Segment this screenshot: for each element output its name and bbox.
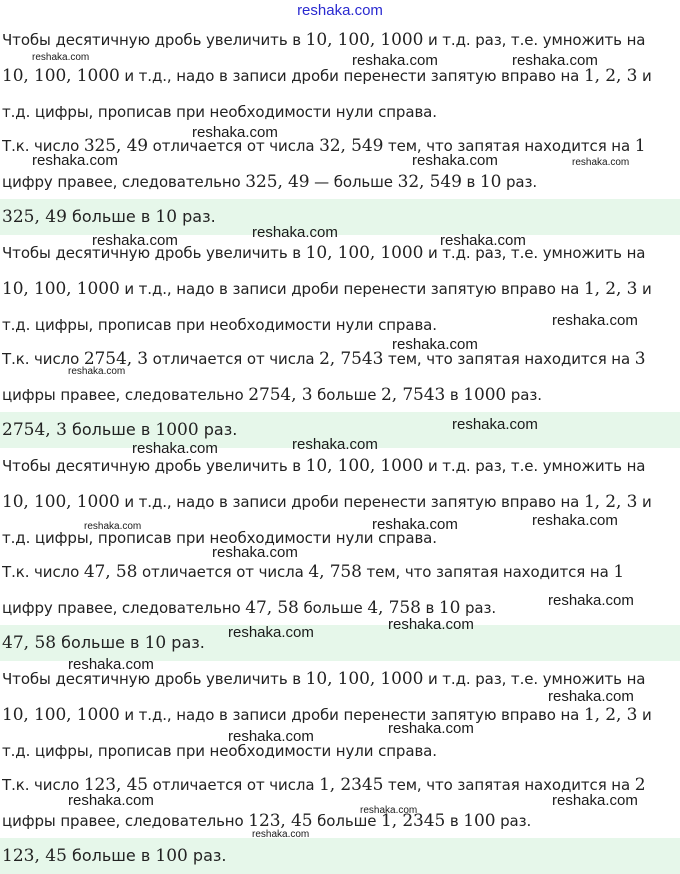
explanation-line: 10, 100, 1000 и т.д., надо в записи дроби перенести запятую вправо на 1, 2, 3 и (2, 279, 652, 299)
watermark: reshaka.com (32, 152, 118, 169)
watermark: reshaka.com (372, 516, 458, 533)
explanation-line: 10, 100, 1000 и т.д., надо в записи дроби перенести запятую вправо на 1, 2, 3 и (2, 66, 652, 86)
watermark: reshaka.com (68, 366, 126, 377)
watermark: reshaka.com (548, 688, 634, 705)
watermark: reshaka.com (132, 440, 218, 457)
watermark: reshaka.com (388, 720, 474, 737)
watermark: reshaka.com (252, 224, 338, 241)
explanation-line: т.д. цифры, прописав при необходимости нули справа. (2, 529, 437, 547)
explanation-line: Чтобы десятичную дробь увеличить в 10, 100, 1000 и т.д. раз, т.е. умножить на (2, 243, 646, 263)
watermark: reshaka.com (252, 829, 310, 840)
answer-line: 47, 58 больше в 10 раз. (0, 625, 680, 661)
explanation-line: Т.к. число 325, 49 отличается от числа 32, 549 тем, что запятая находится на 1 (2, 136, 646, 156)
answer-line: 2754, 3 больше в 1000 раз. (0, 412, 680, 448)
explanation-line: Т.к. число 47, 58 отличается от числа 4, 758 тем, что запятая находится на 1 (2, 562, 625, 582)
watermark: reshaka.com (392, 336, 478, 353)
explanation-line: цифры правее, следовательно 2754, 3 больше 2, 7543 в 1000 раз. (2, 385, 542, 405)
watermark: reshaka.com (84, 521, 142, 532)
watermark: reshaka.com (552, 312, 638, 329)
explanation-line: Чтобы десятичную дробь увеличить в 10, 100, 1000 и т.д. раз, т.е. умножить на (2, 456, 646, 476)
watermark: reshaka.com (548, 592, 634, 609)
explanation-line: Чтобы десятичную дробь увеличить в 10, 100, 1000 и т.д. раз, т.е. умножить на (2, 30, 646, 50)
watermark: reshaka.com (532, 512, 618, 529)
watermark: reshaka.com (360, 805, 418, 816)
explanation-line: т.д. цифры, прописав при необходимости нули справа. (2, 316, 437, 334)
watermark: reshaka.com (440, 232, 526, 249)
watermark: reshaka.com (292, 436, 378, 453)
site-header-link[interactable]: reshaka.com (297, 2, 383, 19)
watermark: reshaka.com (92, 232, 178, 249)
watermark: reshaka.com (352, 52, 438, 69)
watermark: reshaka.com (228, 624, 314, 641)
explanation-line: Т.к. число 2754, 3 отличается от числа 2, 7543 тем, что запятая находится на 3 (2, 349, 646, 369)
explanation-line: цифру правее, следовательно 325, 49 — больше 32, 549 в 10 раз. (2, 172, 538, 192)
explanation-line: 10, 100, 1000 и т.д., надо в записи дроби перенести запятую вправо на 1, 2, 3 и (2, 492, 652, 512)
watermark: reshaka.com (68, 792, 154, 809)
watermark: reshaka.com (388, 616, 474, 633)
explanation-line: Т.к. число 123, 45 отличается от числа 1, 2345 тем, что запятая находится на 2 (2, 775, 646, 795)
watermark: reshaka.com (552, 792, 638, 809)
explanation-line: цифру правее, следовательно 47, 58 больше 4, 758 в 10 раз. (2, 598, 497, 618)
watermark: reshaka.com (68, 656, 154, 673)
watermark: reshaka.com (572, 157, 630, 168)
explanation-line: т.д. цифры, прописав при необходимости нули справа. (2, 742, 437, 760)
watermark: reshaka.com (512, 52, 598, 69)
answer-line: 325, 49 больше в 10 раз. (0, 199, 680, 235)
watermark: reshaka.com (228, 728, 314, 745)
explanation-line: т.д. цифры, прописав при необходимости нули справа. (2, 103, 437, 121)
watermark: reshaka.com (412, 152, 498, 169)
explanation-line: 10, 100, 1000 и т.д., надо в записи дроби перенести запятую вправо на 1, 2, 3 и (2, 705, 652, 725)
watermark: reshaka.com (452, 416, 538, 433)
answer-line: 123, 45 больше в 100 раз. (0, 838, 680, 874)
watermark: reshaka.com (212, 544, 298, 561)
watermark: reshaka.com (192, 124, 278, 141)
explanation-line: цифры правее, следовательно 123, 45 больше 1, 2345 в 100 раз. (2, 811, 532, 831)
watermark: reshaka.com (32, 52, 90, 63)
explanation-line: Чтобы десятичную дробь увеличить в 10, 100, 1000 и т.д. раз, т.е. умножить на (2, 669, 646, 689)
